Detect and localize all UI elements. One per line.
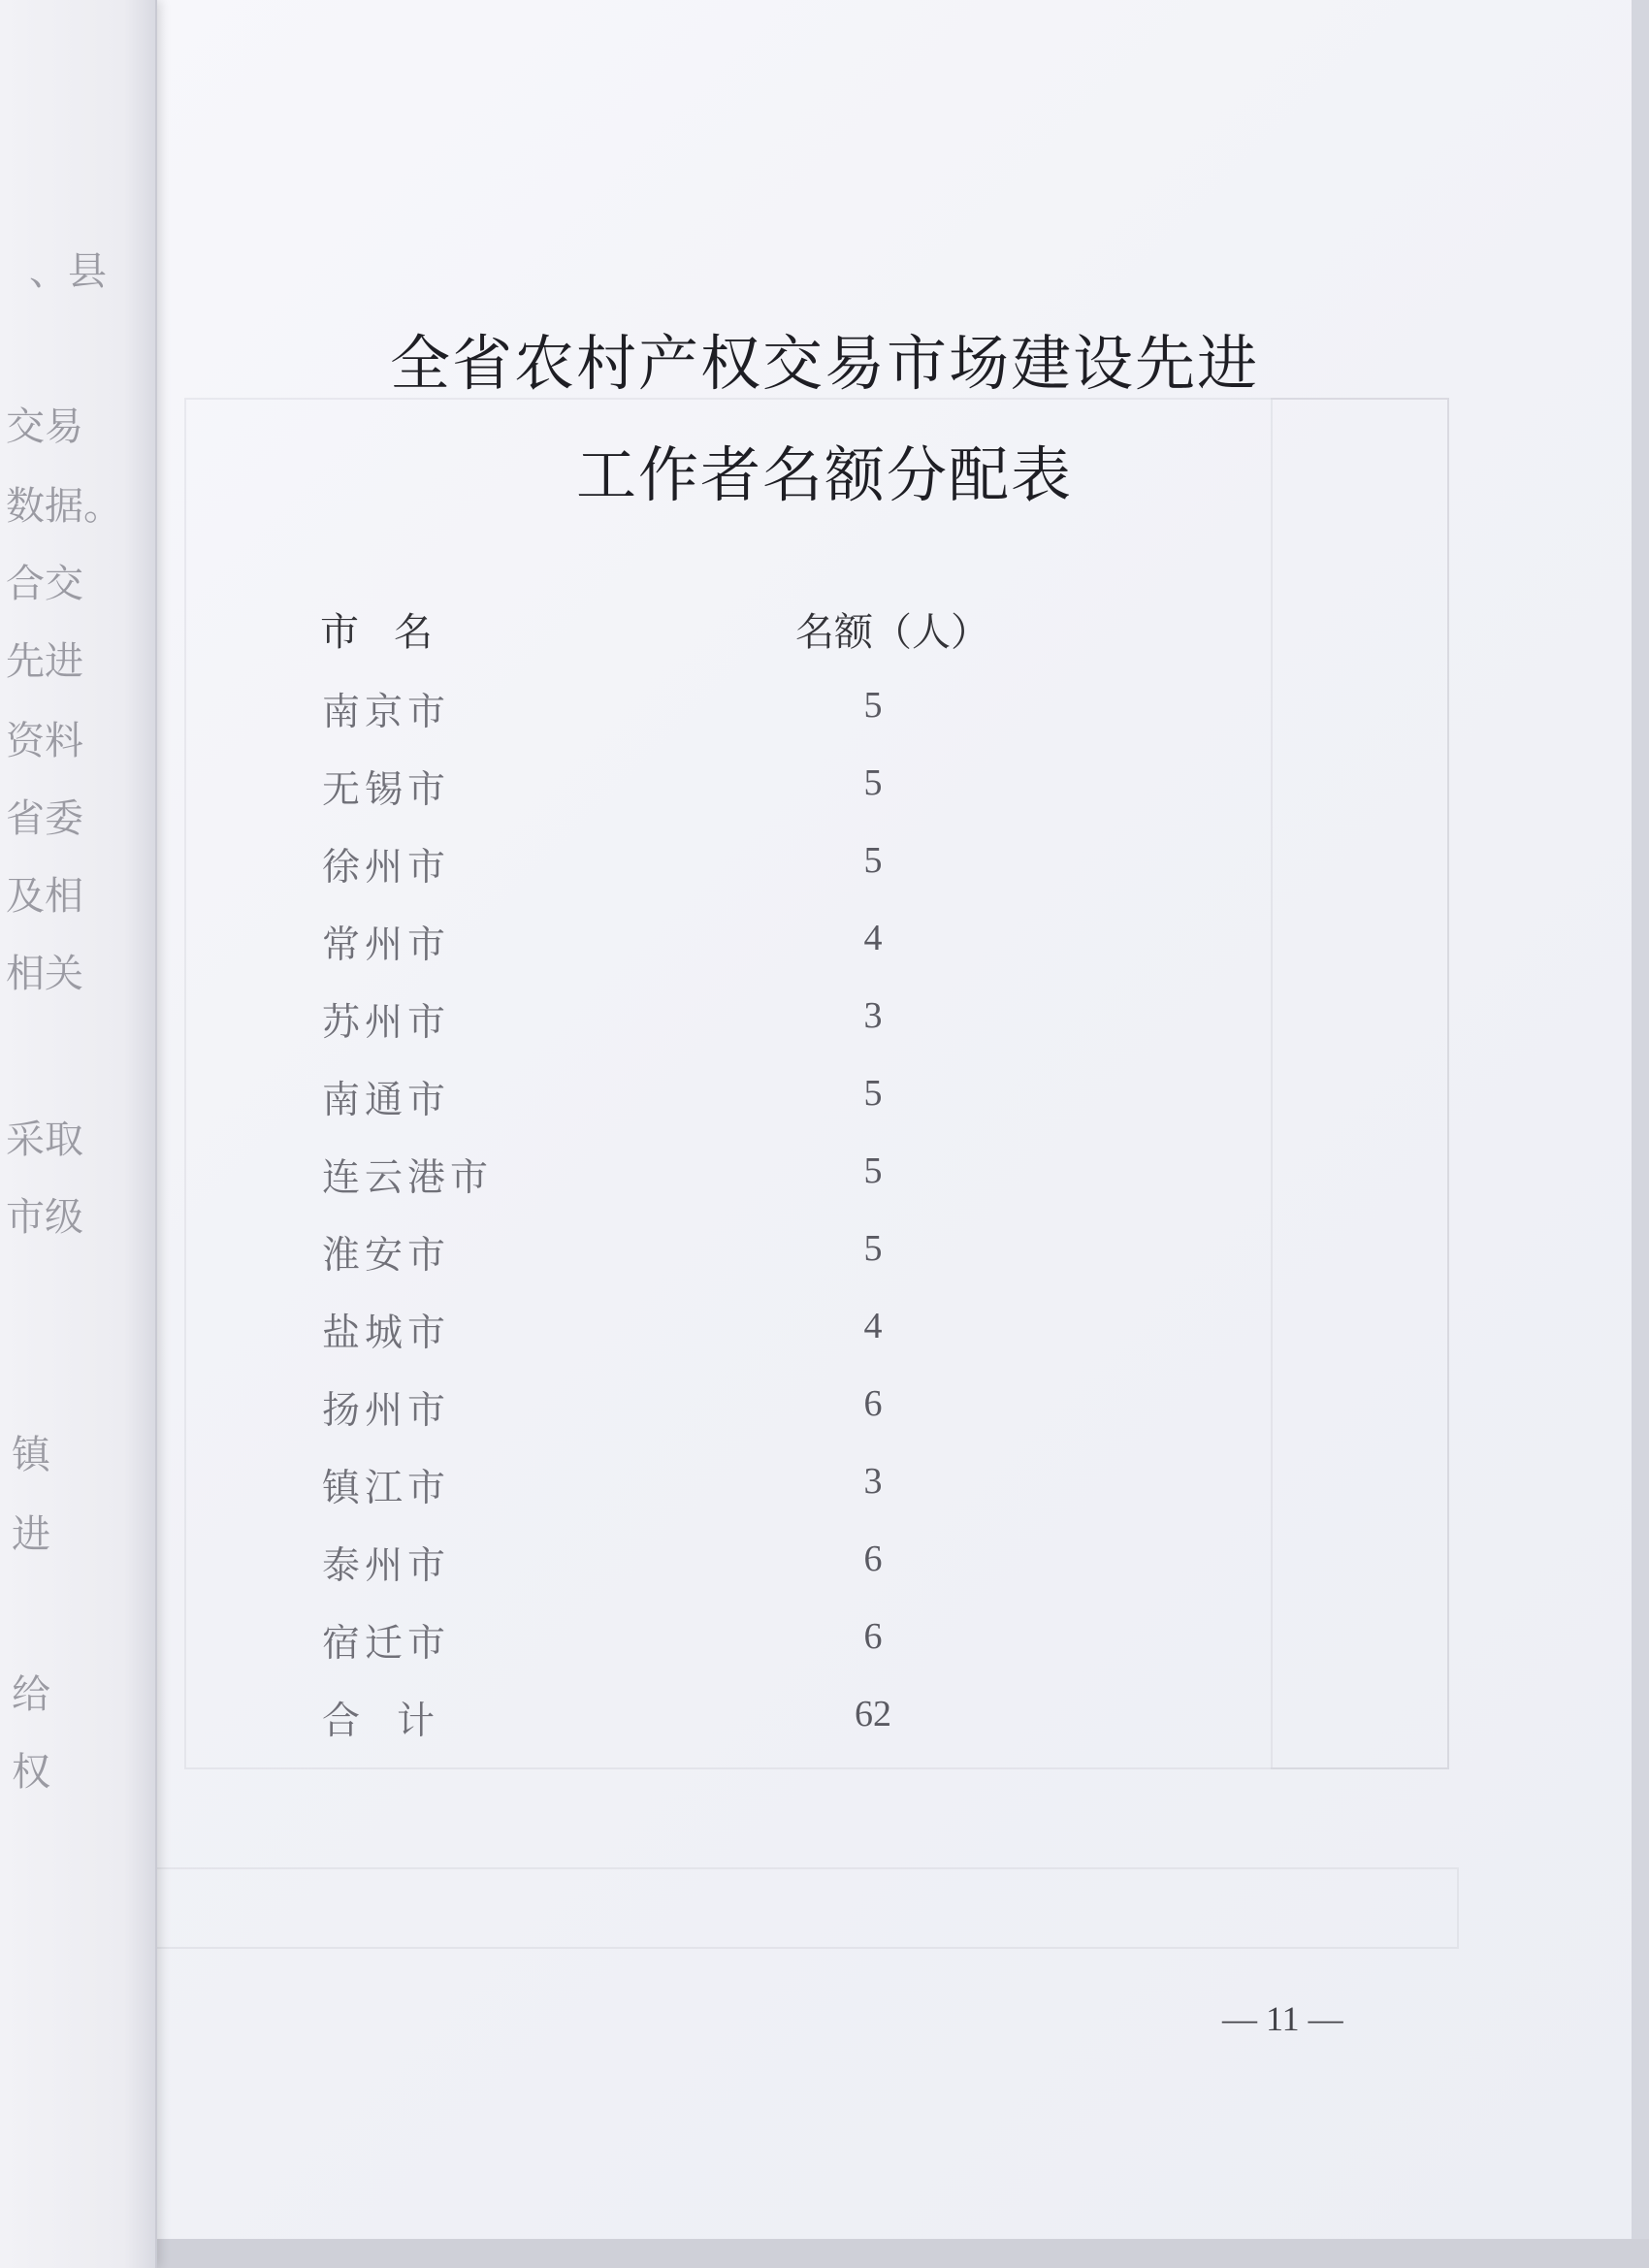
table-row-quota: 5 (863, 840, 883, 881)
table-row-quota: 6 (863, 1539, 883, 1579)
table-row-quota: 4 (863, 918, 883, 958)
show-through-footer-band (155, 1867, 1459, 1949)
table-row-city: 镇江市 (322, 1467, 451, 1510)
table-row-city: 常州市 (322, 923, 451, 967)
fragment: 权 (12, 1750, 50, 1795)
fragment: 、县 (29, 249, 107, 294)
fragment: 采取 (6, 1118, 83, 1162)
table-row-quota: 3 (863, 995, 883, 1036)
table-row-city: 无锡市 (322, 768, 451, 812)
table-row-city: 南通市 (322, 1079, 451, 1122)
page-number: — 11 — (1222, 1999, 1343, 2038)
table-row-quota: 5 (863, 1073, 883, 1114)
show-through-column (1271, 398, 1449, 1769)
table-row-city: 泰州市 (322, 1544, 451, 1588)
fragment: 合交 (6, 562, 83, 606)
facing-page-edge (0, 0, 157, 2268)
table-row-city: 盐城市 (322, 1312, 451, 1355)
table-row-city: 扬州市 (322, 1389, 451, 1433)
table-row-city: 宿迁市 (322, 1622, 451, 1666)
table-row-quota: 5 (863, 762, 883, 803)
table-row-city: 南京市 (322, 691, 451, 734)
table-total-value: 62 (855, 1694, 891, 1734)
fragment: 交易 (6, 405, 83, 449)
table-row-quota: 6 (863, 1383, 883, 1424)
fragment: 相关 (6, 952, 83, 996)
fragment: 先进 (6, 639, 83, 684)
table-row-quota: 5 (863, 1228, 883, 1269)
table-row-quota: 3 (863, 1461, 883, 1502)
fragment: 镇 (12, 1433, 50, 1477)
fragment: 省委 (6, 796, 83, 841)
table-row-city: 连云港市 (322, 1156, 494, 1200)
fragment: 进 (12, 1512, 50, 1557)
table-row-city: 徐州市 (322, 846, 451, 890)
table-row-quota: 4 (863, 1306, 883, 1346)
table-row-quota: 6 (863, 1616, 883, 1657)
table-row-city: 淮安市 (322, 1234, 451, 1278)
fragment: 市级 (6, 1195, 83, 1240)
column-header-city: 市名 (320, 610, 468, 655)
fragment: 资料 (6, 719, 83, 763)
fragment: 给 (12, 1672, 50, 1717)
table-total-label: 合计 (322, 1700, 472, 1743)
column-header-quota: 名额（人） (795, 610, 989, 655)
table-row-city: 苏州市 (322, 1001, 451, 1045)
fragment: 及相 (6, 874, 83, 919)
scan-bottom-edge (0, 2239, 1649, 2268)
page-title-line-2: 工作者名额分配表 (575, 439, 1073, 510)
fragment: 数据。 (6, 484, 122, 529)
table-row-quota: 5 (863, 685, 883, 726)
page-title-line-1: 全省农村产权交易市场建设先进 (389, 328, 1259, 399)
table-row-quota: 5 (863, 1150, 883, 1191)
